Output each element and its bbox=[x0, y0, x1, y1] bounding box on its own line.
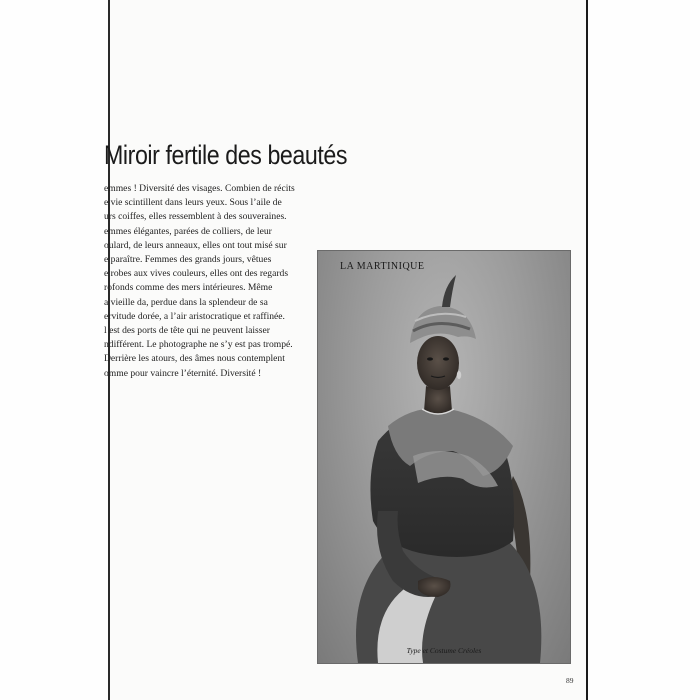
body-line: l est des ports de tête qui ne peuvent laisser bbox=[104, 325, 270, 337]
photo-caption-description: Type et Costume Créoles bbox=[406, 646, 482, 655]
woman-portrait-illustration bbox=[318, 251, 570, 663]
portrait-photograph bbox=[317, 250, 571, 664]
body-line: oulard, de leurs anneaux, elles ont tout misé sur bbox=[104, 239, 287, 251]
body-line: emmes élégantes, parées de colliers, de leur bbox=[104, 225, 272, 237]
body-line: e robes aux vives couleurs, elles ont des regards bbox=[104, 268, 289, 280]
body-line: Derrière les atours, des âmes nous contemplent bbox=[104, 353, 285, 365]
left-eye bbox=[427, 357, 433, 360]
body-line: ndifférent. Le photographe ne s’y est pas trompé. bbox=[104, 339, 293, 351]
photo-caption-location: LA MARTINIQUE bbox=[340, 261, 425, 272]
body-line: e vie scintillent dans leurs yeux. Sous l’aile de bbox=[104, 197, 282, 209]
body-line: omme pour vaincre l’éternité. Diversité ! bbox=[104, 367, 262, 379]
body-paragraph bbox=[104, 182, 300, 381]
body-line: ervitude dorée, a l’air aristocratique et raffinée. bbox=[104, 310, 285, 322]
left-margin bbox=[0, 0, 110, 700]
right-margin bbox=[588, 0, 700, 700]
earring bbox=[457, 371, 461, 379]
neck bbox=[424, 386, 452, 414]
page-title: Miroir fertile des beautés bbox=[104, 140, 348, 171]
right-eye bbox=[443, 357, 449, 360]
body-line: a vieille da, perdue dans la splendeur de sa bbox=[104, 296, 268, 308]
head-wrap-tip bbox=[442, 275, 456, 307]
page-number: 89 bbox=[566, 676, 574, 685]
body-line: e paraître. Femmes des grands jours, vêtues bbox=[104, 254, 272, 266]
face bbox=[417, 336, 459, 390]
body-line: emmes ! Diversité des visages. Combien de récits bbox=[104, 183, 295, 194]
body-line: urs coiffes, elles ressemblent à des souveraines. bbox=[104, 211, 287, 223]
body-line: rofonds comme des mers intérieures. Même bbox=[104, 282, 273, 294]
